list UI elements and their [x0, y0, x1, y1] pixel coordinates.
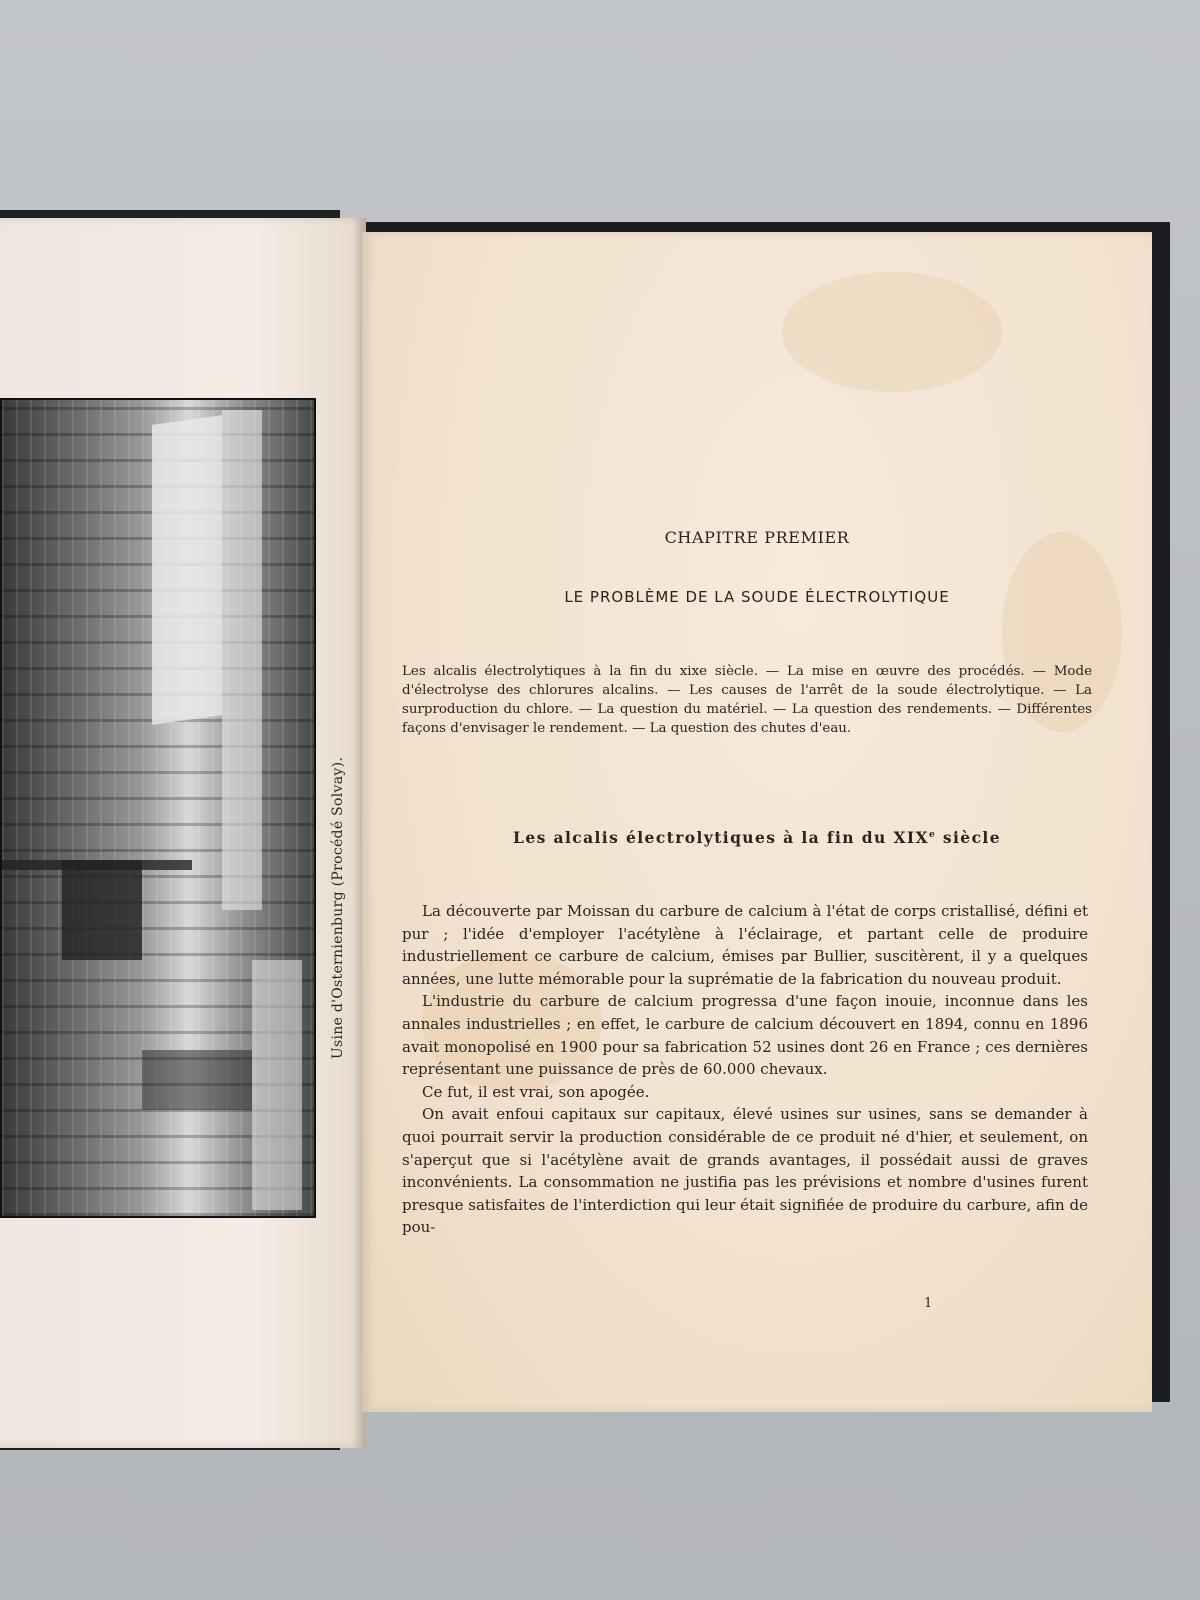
paragraph: La découverte par Moissan du carbure de calcium à l'état de corps cristallisé, défini et pur ; l'idée d'employer l'acétylène à l'éclairage, et partant celle de produire industriellement ce carbure de calcium, émises par Bullier, suscitèrent, il y a quelques années, une lutte mémorable pour la suprématie de la fabrication du nouveau produit.: [402, 902, 1088, 988]
paragraph: On avait enfoui capitaux sur capitaux, élevé usines sur usines, sans se demander à quoi pourrait servir la production considérable de ce produit né d'hier, et seulement, on s'aperçut que si l'acétylène avait de grands avantages, il possédait aussi de graves inconvénients. La consommation ne justifia pas les prévisions et nombre d'usines furent presque satisfaites de l'interdiction qui leur était signifiée de produire du carbure, afin de pou-: [402, 1105, 1088, 1237]
factory-photograph: [0, 398, 316, 1218]
page-number: 1: [924, 1296, 933, 1311]
body-text: [402, 900, 1088, 1239]
photo-caption: Usine d'Osternienburg (Procédé Solvay).: [330, 756, 346, 1060]
chapter-title: LE PROBLÈME DE LA SOUDE ÉLECTROLYTIQUE: [564, 588, 950, 606]
chapter-summary: Les alcalis électrolytiques à la fin du xixe siècle. — La mise en œuvre des procédés. — Mode d'électrolyse des chlorures alcalins. — Les causes de l'arrêt de la soude électrolytique. — La surproduction du chlore. — La question du matériel. — La question des rendements. — Différentes façons d'envisager le rendement. — La question des chutes d'eau.: [402, 664, 1092, 736]
left-page: [0, 218, 366, 1448]
paragraph: Ce fut, il est vrai, son apogée.: [422, 1082, 650, 1101]
right-page: [362, 232, 1152, 1412]
chapter-label: CHAPITRE PREMIER: [664, 528, 850, 547]
paragraph: L'industrie du carbure de calcium progressa d'une façon inouie, inconnue dans les annales industrielles ; en effet, le carbure de calcium découvert en 1894, connu en 1896 avait monopolisé en 1900 pour sa fabrication 52 usines dont 26 en France ; ces dernières représentant une puissance de près de 60.000 chevaux.: [402, 992, 1088, 1079]
section-heading: Les alcalis électrolytiques à la fin du XIXe siècle: [513, 828, 1001, 847]
